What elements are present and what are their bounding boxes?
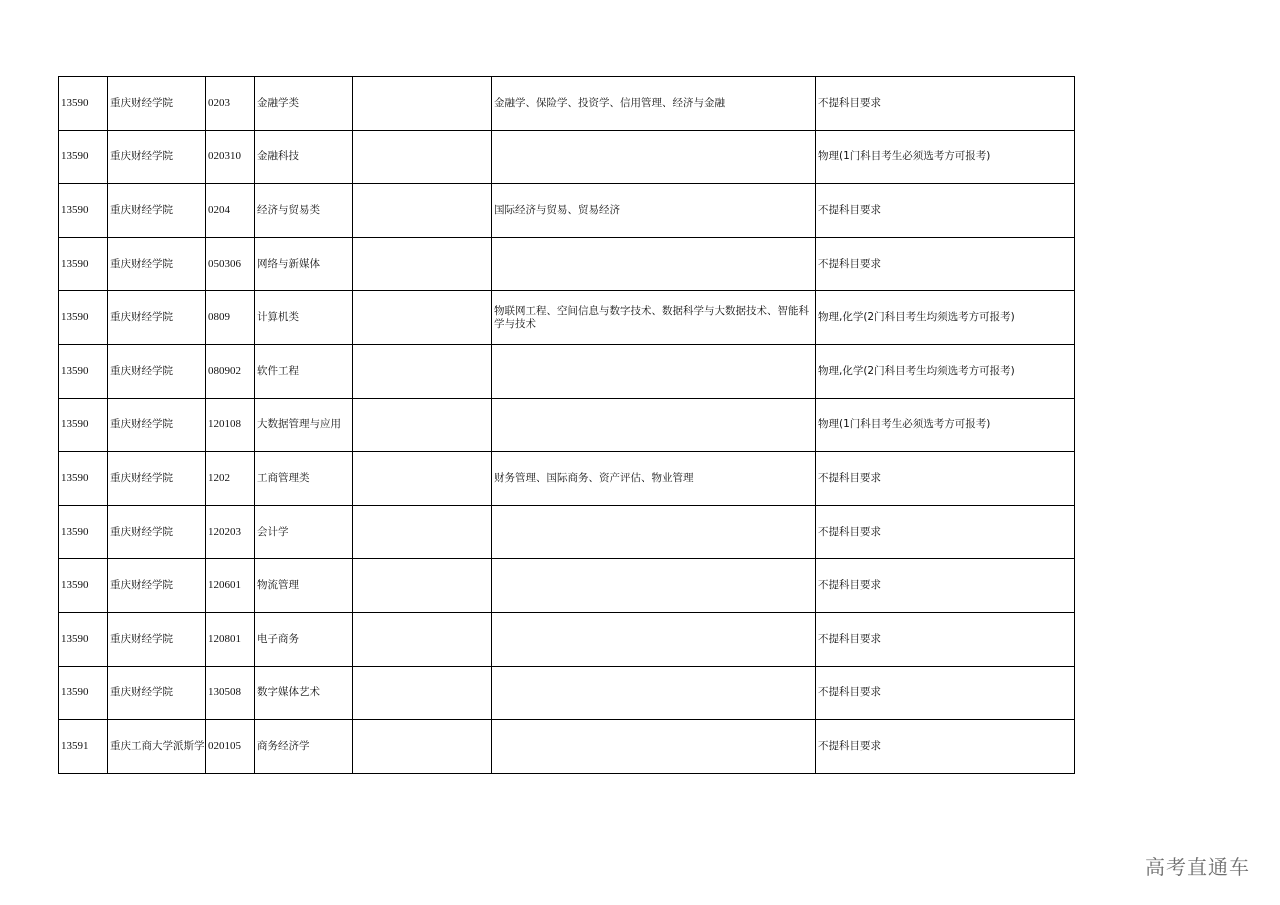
table-row [59, 291, 1075, 345]
major-name-cell: 电子商务 [255, 612, 353, 666]
major-name-cell: 工商管理类 [255, 452, 353, 506]
major-code-cell: 050306 [206, 237, 255, 291]
note-cell [353, 720, 492, 774]
subject-requirement-cell: 不提科目要求 [816, 612, 1075, 666]
table-row [59, 398, 1075, 452]
major-code-cell: 020310 [206, 130, 255, 184]
major-code-cell: 120108 [206, 398, 255, 452]
included-majors-cell: 金融学、保险学、投资学、信用管理、经济与金融 [492, 77, 816, 131]
major-name-cell: 经济与贸易类 [255, 184, 353, 238]
included-majors-cell [492, 398, 816, 452]
school-code-cell: 13590 [59, 291, 108, 345]
subject-requirement-cell: 不提科目要求 [816, 77, 1075, 131]
major-code-cell: 120203 [206, 505, 255, 559]
school-name-cell: 重庆财经学院 [108, 505, 206, 559]
table-row [59, 612, 1075, 666]
school-code-cell: 13590 [59, 184, 108, 238]
included-majors-cell: 物联网工程、空间信息与数字技术、数据科学与大数据技术、智能科学与技术 [492, 291, 816, 345]
note-cell [353, 505, 492, 559]
table-row [59, 505, 1075, 559]
note-cell [353, 130, 492, 184]
school-code-cell: 13590 [59, 666, 108, 720]
subject-requirement-cell: 不提科目要求 [816, 666, 1075, 720]
major-code-cell: 120801 [206, 612, 255, 666]
table-row [59, 130, 1075, 184]
table-row [59, 452, 1075, 506]
school-name-cell: 重庆财经学院 [108, 291, 206, 345]
table-row [59, 666, 1075, 720]
included-majors-cell: 国际经济与贸易、贸易经济 [492, 184, 816, 238]
note-cell [353, 344, 492, 398]
school-code-cell: 13591 [59, 720, 108, 774]
table-row [59, 559, 1075, 613]
school-code-cell: 13590 [59, 505, 108, 559]
admission-requirements-table [58, 76, 1075, 774]
school-name-cell: 重庆财经学院 [108, 77, 206, 131]
table-row [59, 344, 1075, 398]
major-code-cell: 080902 [206, 344, 255, 398]
school-name-cell: 重庆财经学院 [108, 612, 206, 666]
note-cell [353, 559, 492, 613]
major-name-cell: 商务经济学 [255, 720, 353, 774]
major-name-cell: 软件工程 [255, 344, 353, 398]
note-cell [353, 237, 492, 291]
major-name-cell: 金融学类 [255, 77, 353, 131]
note-cell [353, 452, 492, 506]
included-majors-cell [492, 559, 816, 613]
school-name-cell: 重庆财经学院 [108, 130, 206, 184]
note-cell [353, 291, 492, 345]
watermark-logo-text: 高考直通车 [1145, 855, 1250, 879]
school-name-cell: 重庆工商大学派斯学 [108, 720, 206, 774]
note-cell [353, 77, 492, 131]
major-name-cell: 会计学 [255, 505, 353, 559]
table-row [59, 77, 1075, 131]
major-name-cell: 计算机类 [255, 291, 353, 345]
note-cell [353, 398, 492, 452]
included-majors-cell [492, 505, 816, 559]
subject-requirement-cell: 物理,化学(2门科目考生均须选考方可报考) [816, 291, 1075, 345]
major-name-cell: 金融科技 [255, 130, 353, 184]
school-code-cell: 13590 [59, 237, 108, 291]
subject-requirement-cell: 不提科目要求 [816, 237, 1075, 291]
subject-requirement-cell: 物理(1门科目考生必须选考方可报考) [816, 130, 1075, 184]
included-majors-cell [492, 666, 816, 720]
school-code-cell: 13590 [59, 344, 108, 398]
major-name-cell: 网络与新媒体 [255, 237, 353, 291]
subject-requirement-cell: 物理,化学(2门科目考生均须选考方可报考) [816, 344, 1075, 398]
school-code-cell: 13590 [59, 130, 108, 184]
major-code-cell: 0809 [206, 291, 255, 345]
subject-requirement-cell: 不提科目要求 [816, 184, 1075, 238]
note-cell [353, 184, 492, 238]
major-code-cell: 130508 [206, 666, 255, 720]
included-majors-cell [492, 130, 816, 184]
school-code-cell: 13590 [59, 452, 108, 506]
subject-requirement-cell: 不提科目要求 [816, 720, 1075, 774]
major-code-cell: 0203 [206, 77, 255, 131]
table-row [59, 237, 1075, 291]
subject-requirement-cell: 不提科目要求 [816, 452, 1075, 506]
major-name-cell: 数字媒体艺术 [255, 666, 353, 720]
included-majors-cell [492, 344, 816, 398]
school-name-cell: 重庆财经学院 [108, 237, 206, 291]
included-majors-cell [492, 237, 816, 291]
subject-requirement-cell: 不提科目要求 [816, 559, 1075, 613]
note-cell [353, 666, 492, 720]
school-code-cell: 13590 [59, 612, 108, 666]
school-code-cell: 13590 [59, 398, 108, 452]
table-row [59, 720, 1075, 774]
major-code-cell: 1202 [206, 452, 255, 506]
school-name-cell: 重庆财经学院 [108, 344, 206, 398]
subject-requirement-cell: 不提科目要求 [816, 505, 1075, 559]
school-name-cell: 重庆财经学院 [108, 398, 206, 452]
school-code-cell: 13590 [59, 559, 108, 613]
table-body [59, 77, 1075, 774]
major-name-cell: 物流管理 [255, 559, 353, 613]
included-majors-cell [492, 720, 816, 774]
note-cell [353, 612, 492, 666]
school-code-cell: 13590 [59, 77, 108, 131]
major-code-cell: 0204 [206, 184, 255, 238]
included-majors-cell [492, 612, 816, 666]
school-name-cell: 重庆财经学院 [108, 559, 206, 613]
school-name-cell: 重庆财经学院 [108, 666, 206, 720]
school-name-cell: 重庆财经学院 [108, 452, 206, 506]
subject-requirement-cell: 物理(1门科目考生必须选考方可报考) [816, 398, 1075, 452]
major-name-cell: 大数据管理与应用 [255, 398, 353, 452]
included-majors-cell: 财务管理、国际商务、资产评估、物业管理 [492, 452, 816, 506]
school-name-cell: 重庆财经学院 [108, 184, 206, 238]
major-code-cell: 120601 [206, 559, 255, 613]
major-code-cell: 020105 [206, 720, 255, 774]
table-row [59, 184, 1075, 238]
